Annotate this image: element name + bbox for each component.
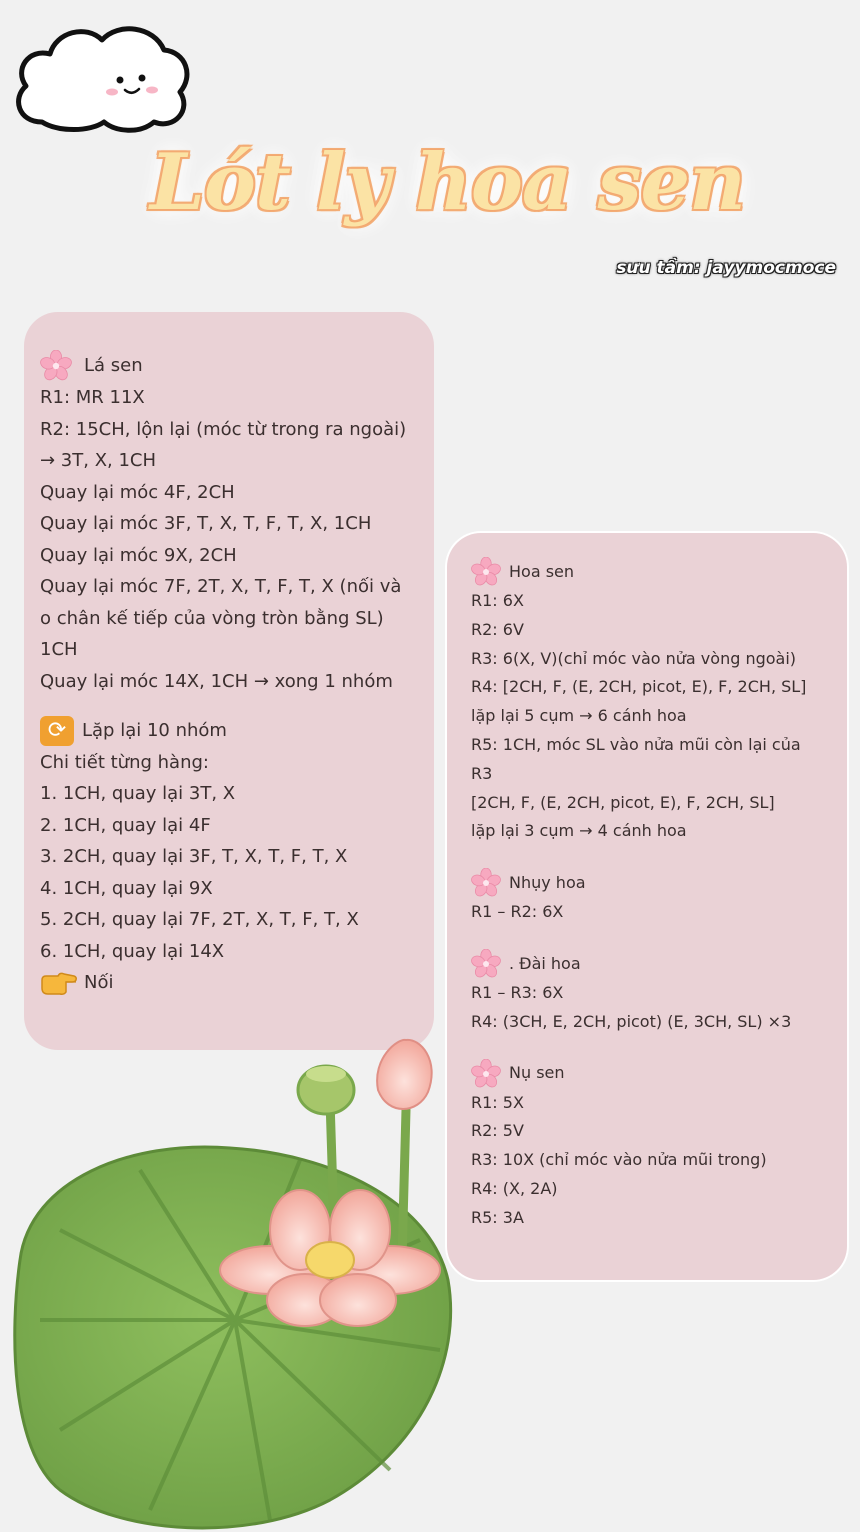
instruction-line: R2: 5V bbox=[471, 1121, 524, 1141]
instruction-line: 3. 2CH, quay lại 3F, T, X, T, F, T, X bbox=[40, 846, 348, 867]
instruction-line: 4. 1CH, quay lại 9X bbox=[40, 877, 213, 899]
section-title: . Đài hoa bbox=[509, 953, 581, 973]
instruction-line: R5: 3A bbox=[471, 1207, 524, 1227]
instruction-line: R2: 15CH, lộn lại (móc từ trong ra ngoài) bbox=[40, 418, 407, 440]
instruction-line: R1: 5X bbox=[471, 1092, 524, 1112]
instruction-line: Chi tiết từng hàng: bbox=[40, 751, 209, 773]
pointing-hand-icon bbox=[40, 970, 78, 996]
section-heading-sepal bbox=[471, 949, 835, 979]
page-title: Lót ly hoa sen bbox=[150, 137, 745, 228]
section-title: Hoa sen bbox=[509, 561, 575, 581]
instruction-line: R1 – R3: 6X bbox=[471, 982, 564, 1002]
repeat-title: Lặp lại 10 nhóm bbox=[82, 720, 227, 741]
section-heading-bud bbox=[471, 1059, 835, 1089]
instruction-line: 6. 1CH, quay lại 14X bbox=[40, 940, 225, 962]
final-step-label: Nối bbox=[84, 972, 114, 993]
instruction-line: Quay lại móc 14X, 1CH → xong 1 nhóm bbox=[40, 670, 393, 692]
instruction-line: 2. 1CH, quay lại 4F bbox=[40, 814, 211, 836]
section-heading-leaf bbox=[40, 350, 418, 382]
instruction-line: → 3T, X, 1CH bbox=[40, 450, 157, 471]
section-title: Lá sen bbox=[84, 355, 143, 377]
crochet-lotus-image bbox=[0, 1030, 470, 1532]
instruction-line: [2CH, F, (E, 2CH, picot, E), F, 2CH, SL] bbox=[471, 792, 775, 812]
instruction-line: 5. 2CH, quay lại 7F, 2T, X, T, F, T, X bbox=[40, 909, 359, 930]
leaf-instructions-card bbox=[24, 312, 434, 1050]
repeat-heading bbox=[40, 715, 418, 747]
cherry-blossom-icon bbox=[471, 557, 501, 587]
cherry-blossom-icon bbox=[471, 868, 501, 898]
instruction-line: Quay lại móc 9X, 2CH bbox=[40, 544, 237, 566]
section-title: Nhụy hoa bbox=[509, 872, 586, 892]
instruction-line: Quay lại móc 3F, T, X, T, F, T, X, 1CH bbox=[40, 513, 372, 534]
instruction-line: 1CH bbox=[40, 639, 78, 660]
instruction-line: R2: 6V bbox=[471, 619, 524, 639]
instruction-line: R4: [2CH, F, (E, 2CH, picot, E), F, 2CH, SL] bbox=[471, 677, 807, 697]
final-step bbox=[40, 967, 418, 999]
cloud-sticker-icon bbox=[8, 18, 194, 138]
instruction-line: o chân kế tiếp của vòng tròn bằng SL) bbox=[40, 607, 384, 629]
section-heading-flower bbox=[471, 557, 835, 587]
cherry-blossom-icon bbox=[40, 350, 72, 382]
flower-instructions-card bbox=[447, 533, 847, 1280]
instruction-line: R1: 6X bbox=[471, 591, 524, 610]
section-heading-stamen bbox=[471, 868, 835, 898]
instruction-line: lặp lại 5 cụm → 6 cánh hoa bbox=[471, 706, 687, 726]
instruction-line: R1 – R2: 6X bbox=[471, 902, 564, 922]
section-title: Nụ sen bbox=[509, 1063, 565, 1083]
instruction-line: R4: (X, 2A) bbox=[471, 1178, 558, 1198]
cherry-blossom-icon bbox=[471, 949, 501, 979]
repeat-icon: ⟳ bbox=[40, 716, 74, 746]
credit-text: sưu tầm: jayymocmoce bbox=[616, 258, 836, 278]
instruction-line: R4: (3CH, E, 2CH, picot) (E, 3CH, SL) ×3 bbox=[471, 1011, 792, 1031]
instruction-line: R3: 6(X, V)(chỉ móc vào nửa vòng ngoài) bbox=[471, 648, 797, 668]
instruction-line: R5: 1CH, móc SL vào nửa mũi còn lại của bbox=[471, 734, 801, 754]
instruction-line: R3: 10X (chỉ móc vào nửa mũi trong) bbox=[471, 1150, 767, 1170]
instruction-line: 1. 1CH, quay lại 3T, X bbox=[40, 783, 236, 804]
cherry-blossom-icon bbox=[471, 1059, 501, 1089]
instruction-line: Quay lại móc 7F, 2T, X, T, F, T, X (nối và bbox=[40, 576, 402, 597]
instruction-line: R3 bbox=[471, 763, 493, 783]
instruction-line: R1: MR 11X bbox=[40, 387, 145, 408]
instruction-line: lặp lại 3 cụm → 4 cánh hoa bbox=[471, 821, 687, 841]
instruction-line: Quay lại móc 4F, 2CH bbox=[40, 481, 235, 503]
